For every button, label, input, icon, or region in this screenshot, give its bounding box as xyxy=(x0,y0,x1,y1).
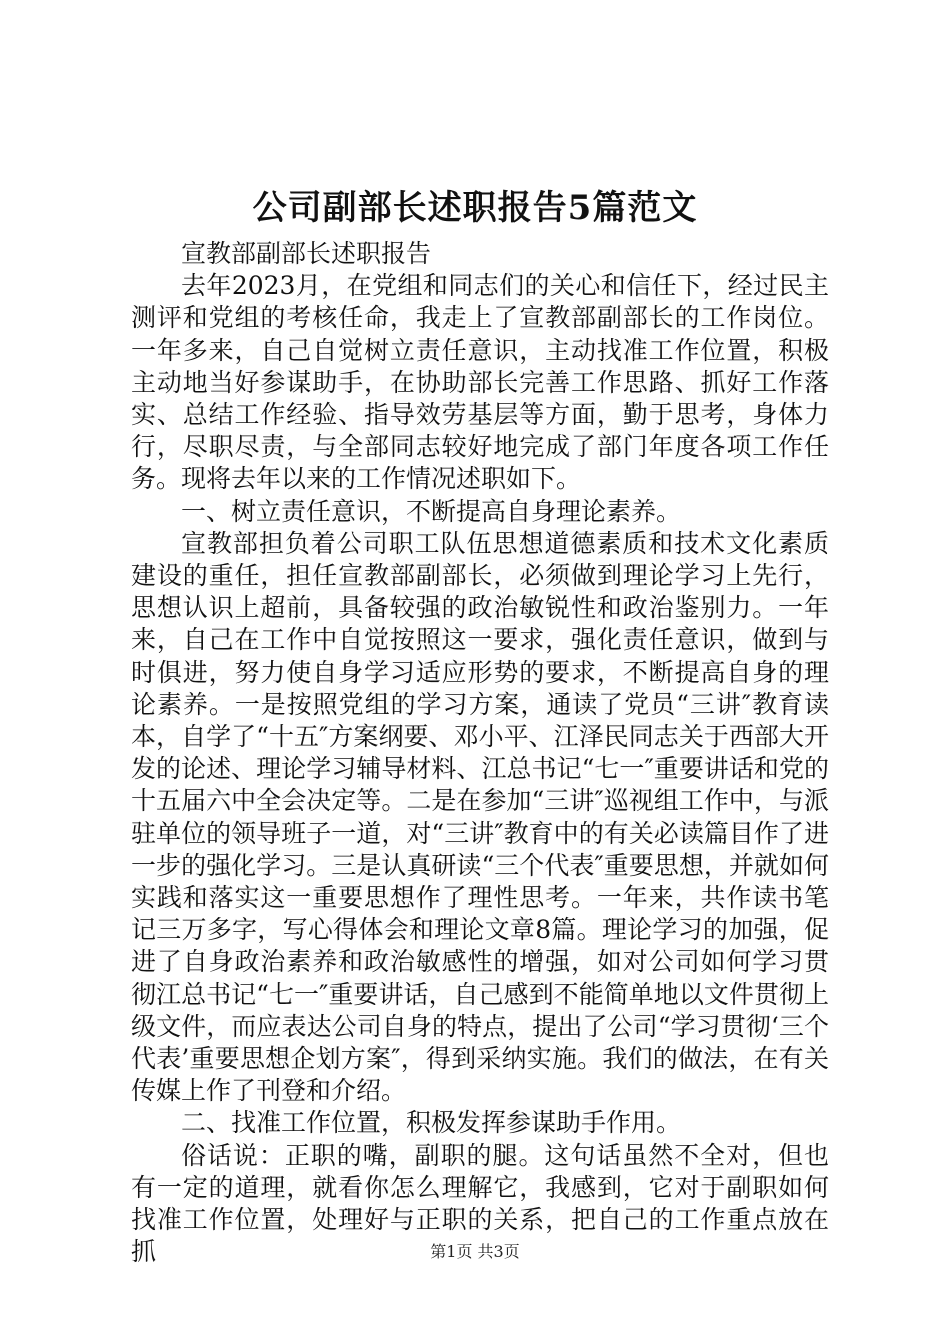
section-heading-2: 二、找准工作位置，积极发挥参谋助手作用。 xyxy=(181,1108,682,1138)
paragraph-section-2: 俗话说：正职的嘴，副职的腿。这句话虽然不全对，但也有一定的道理，就看你怎么理解它，我感到，它对于副职如何找准工作位置，处理好与正职的关系，把自己的工作重点放在抓 xyxy=(131,1140,829,1267)
section-heading-1: 一、树立责任意识，不断提高自身理论素养。 xyxy=(181,496,682,526)
section-subtitle: 宣教部副部长述职报告 xyxy=(181,239,432,268)
paragraph-intro: 去年2023月，在党组和同志们的关心和信任下，经过民主测评和党组的考核任命，我走上了宣教部副部长的工作岗位。一年多来，自己自觉树立责任意识，主动找准工作位置，积极主动地当好参谋助手，在协助部长完善工作思路、抓好工作落实、总结工作经验、指导效劳基层等方面，勤于思考，身体力行，尽职尽责，与全部同志较好地完成了部门年度各项工作任务。现将去年以来的工作情况述职如下。 xyxy=(131,271,829,494)
page-number: 第1页 共3页 xyxy=(430,1242,520,1261)
document-title: 公司副部长述职报告5篇范文 xyxy=(252,188,698,228)
paragraph-section-1: 宣教部担负着公司职工队伍思想道德素质和技术文化素质建设的重任，担任宣教部副部长，必须做到理论学习上先行，思想认识上超前，具备较强的政治敏锐性和政治鉴别力。一年来，自己在工作中自觉按照这一要求，强化责任意识，做到与时俱进，努力使自身学习适应形势的要求，不断提高自身的理论素养。一是按照党组的学习方案，通读了党员“三讲″教育读本，自学了“十五″方案纲要、邓小平、江泽民同志关于西部大开发的论述、理论学习辅导材料、江总书记“七一″重要讲话和党的十五届六中全会决定等。二是在参加“三讲″巡视组工作中，与派驻单位的领导班子一道，对“三讲″教育中的有关必读篇目作了进一步的强化学习。三是认真研读“三个代表″重要思想，并就如何实践和落实这一重要思想作了理性思考。一年来，共作读书笔记三万多字，写心得体会和理论文章8篇。理论学习的加强，促进了自身政治素养和政治敏感性的增强，如对公司如何学习贯彻江总书记“七一″重要讲话，自己感到不能简单地以文件贯彻上级文件，而应表达公司自身的特点，提出了公司“学习贯彻‘三个代表’重要思想企划方案″，得到采纳实施。我们的做法，在有关传媒上作了刊登和介绍。 xyxy=(131,528,829,1106)
document-body xyxy=(131,238,829,1269)
